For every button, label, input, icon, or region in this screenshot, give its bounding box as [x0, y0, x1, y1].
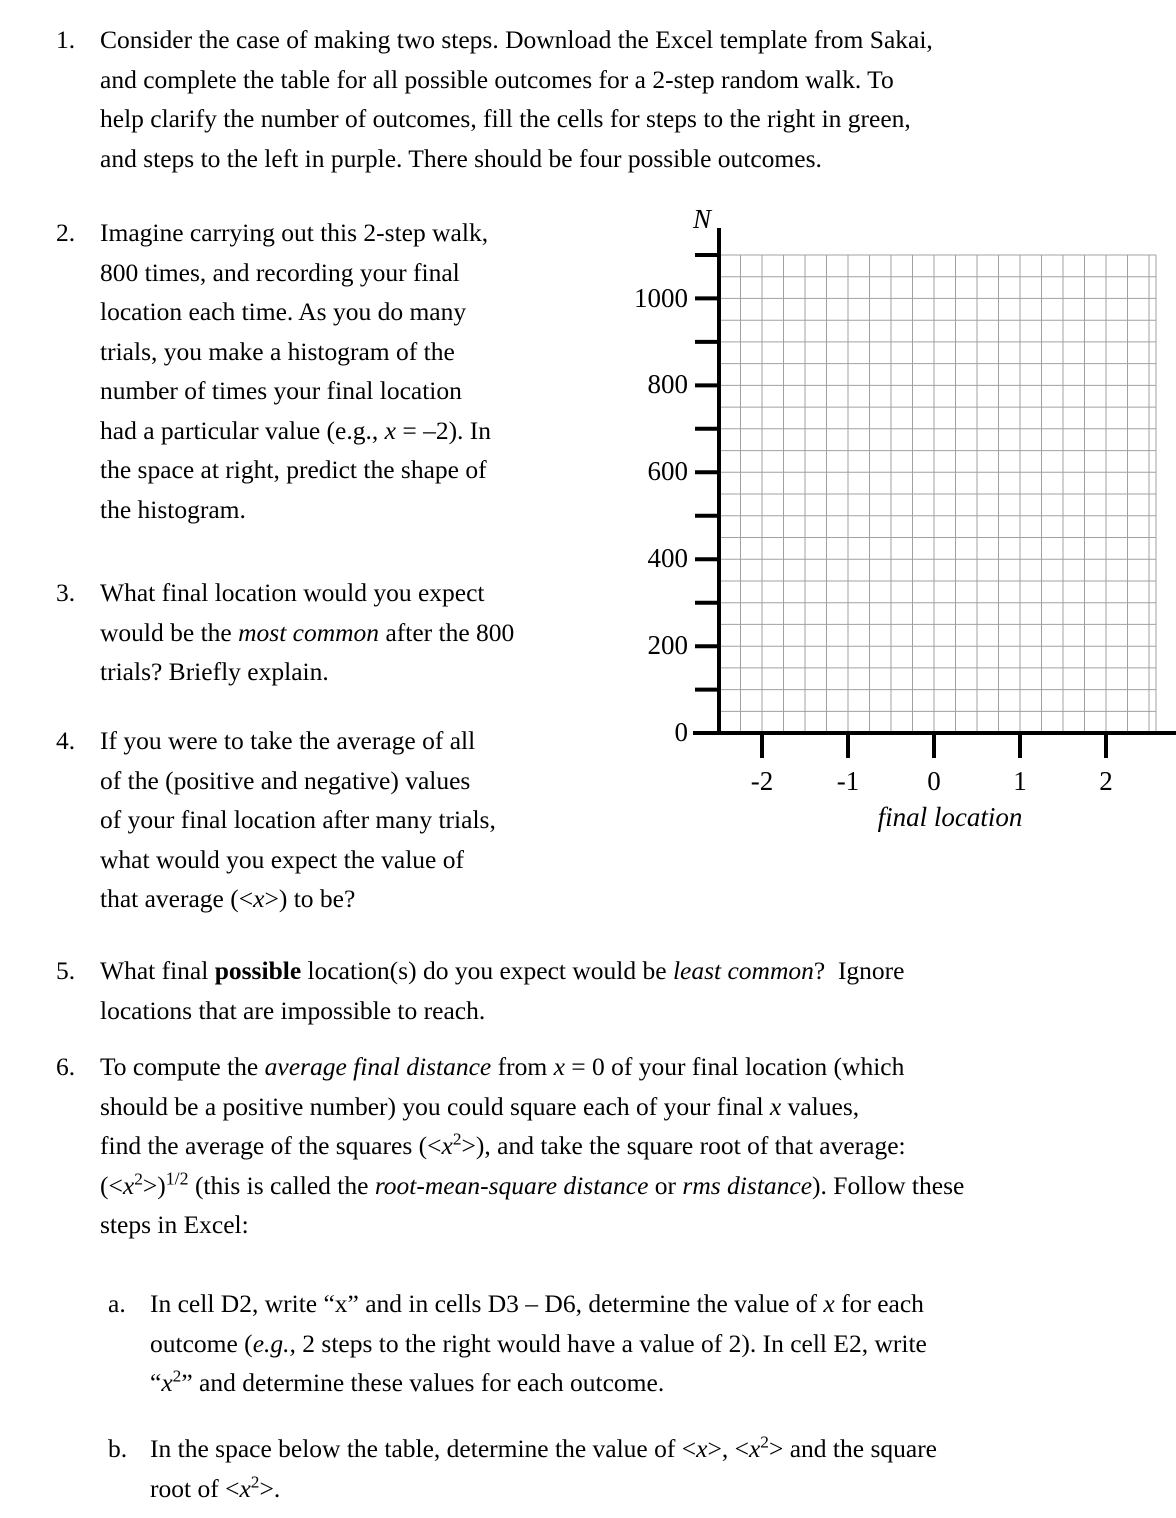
list-item-text	[100, 1047, 1160, 1245]
list-item-text	[100, 213, 620, 529]
text-line: and complete the table for all possible outcomes for a 2-step random walk. To	[100, 64, 894, 94]
histogram-plot-area[interactable]	[620, 196, 1176, 836]
list-marker: 6.	[56, 1052, 76, 1081]
text-line: would be the most common after the 800	[100, 617, 515, 647]
text-line: trials, you make a histogram of the	[100, 336, 455, 366]
list-marker: 2.	[56, 218, 76, 247]
grid-minor	[719, 255, 1156, 733]
text-line: In cell D2, write “x” and in cells D3 – D6, determine the value of x for each	[150, 1289, 924, 1318]
list-marker: 1.	[56, 25, 76, 54]
text-line: “$x^2$” and determine these values for each outcome.	[150, 1366, 665, 1397]
y-axis-tick-labels	[634, 283, 688, 747]
text-line: outcome (e.g., 2 steps to the right would have a value of 2). In cell E2, write	[150, 1328, 927, 1358]
list-marker: a.	[108, 1289, 126, 1318]
text-line: find the average of the squares $(<x^2>)$, and take the square root of that average:	[100, 1129, 906, 1160]
x-axis-tick-labels	[751, 766, 1113, 796]
text-line: number of times your final location	[100, 376, 462, 405]
text-line: had a particular value (e.g., x = –2). In	[100, 415, 492, 445]
text-line: What final possible location(s) do you expect would be least common? Ignore	[100, 956, 905, 985]
text-line: 800 times, and recording your final	[100, 257, 460, 287]
histogram-svg	[620, 196, 1176, 836]
x-tick-label--2: -2	[750, 766, 774, 796]
x-axis-title: final location	[877, 802, 1023, 832]
text-line: of the (positive and negative) values	[100, 765, 471, 795]
x-axis-ticks	[762, 733, 1106, 758]
text-line: locations that are impossible to reach.	[100, 995, 486, 1025]
text-line: should be a positive number) you could square each of your final x values,	[100, 1091, 860, 1121]
text-line: location each time. As you do many	[100, 297, 467, 326]
text-line: the histogram.	[100, 494, 246, 524]
text-line: If you were to take the average of all	[100, 726, 476, 755]
y-tick-label-800: 800	[647, 369, 688, 399]
list-item-text	[150, 1429, 1160, 1508]
axis-lines	[695, 230, 1176, 733]
y-tick-label-200: 200	[647, 630, 688, 660]
text-line: the space at right, predict the shape of	[100, 455, 487, 484]
list-marker: 4.	[56, 726, 76, 755]
x-tick-label-0: 0	[927, 766, 941, 796]
list-item-text	[150, 1284, 1160, 1403]
list-marker: 5.	[56, 956, 76, 985]
list-item-text	[100, 721, 640, 919]
y-axis-title: N	[693, 204, 712, 234]
list-item-6a	[108, 1284, 1168, 1403]
y-axis-ticks	[695, 255, 719, 690]
text-line: Imagine carrying out this 2-step walk,	[100, 218, 489, 247]
text-line: $(<x^2>)^{1/2}$ (this is called the root-mean-square distance or rms distance). Follow these	[100, 1168, 965, 1200]
text-line: trials? Briefly explain.	[100, 657, 329, 686]
x-tick-label-1: 1	[1013, 766, 1027, 796]
text-line: of your final location after many trials,	[100, 805, 496, 834]
text-line: what would you expect the value of	[100, 844, 464, 874]
text-line: help clarify the number of outcomes, fill the cells for steps to the right in green,	[100, 104, 911, 133]
list-item-text	[100, 573, 640, 692]
list-marker: b.	[108, 1434, 128, 1463]
list-item-3	[56, 573, 676, 692]
text-line: To compute the average final distance from x = 0 of your final location (which	[100, 1052, 905, 1081]
text-line: steps in Excel:	[100, 1210, 249, 1239]
list-marker: 3.	[56, 578, 76, 607]
text-line: In the space below the table, determine the value of <x>, $<x^2>$ and the square	[150, 1432, 937, 1463]
x-tick-label--1: -1	[836, 766, 860, 796]
list-item-6	[56, 1047, 1166, 1245]
list-item-5	[56, 951, 1156, 1030]
list-item-4	[56, 721, 676, 919]
x-tick-label-2: 2	[1099, 766, 1113, 796]
list-item-text	[100, 951, 1150, 1030]
text-line: and steps to the left in purple. There should be four possible outcomes.	[100, 143, 822, 173]
y-tick-label-400: 400	[647, 543, 688, 573]
list-item-text	[100, 20, 1150, 178]
y-tick-label-600: 600	[647, 456, 688, 486]
text-line: that average (<x>) to be?	[100, 884, 356, 913]
text-line: What final location would you expect	[100, 578, 485, 607]
y-tick-label-0: 0	[674, 717, 688, 747]
y-tick-label-1000: 1000	[634, 283, 688, 313]
list-item-1	[56, 20, 1156, 178]
text-line: root of $<x^2>$.	[150, 1472, 281, 1503]
list-item-2	[56, 213, 656, 529]
text-line: Consider the case of making two steps. Download the Excel template from Sakai,	[100, 25, 933, 54]
list-item-6b	[108, 1429, 1168, 1508]
